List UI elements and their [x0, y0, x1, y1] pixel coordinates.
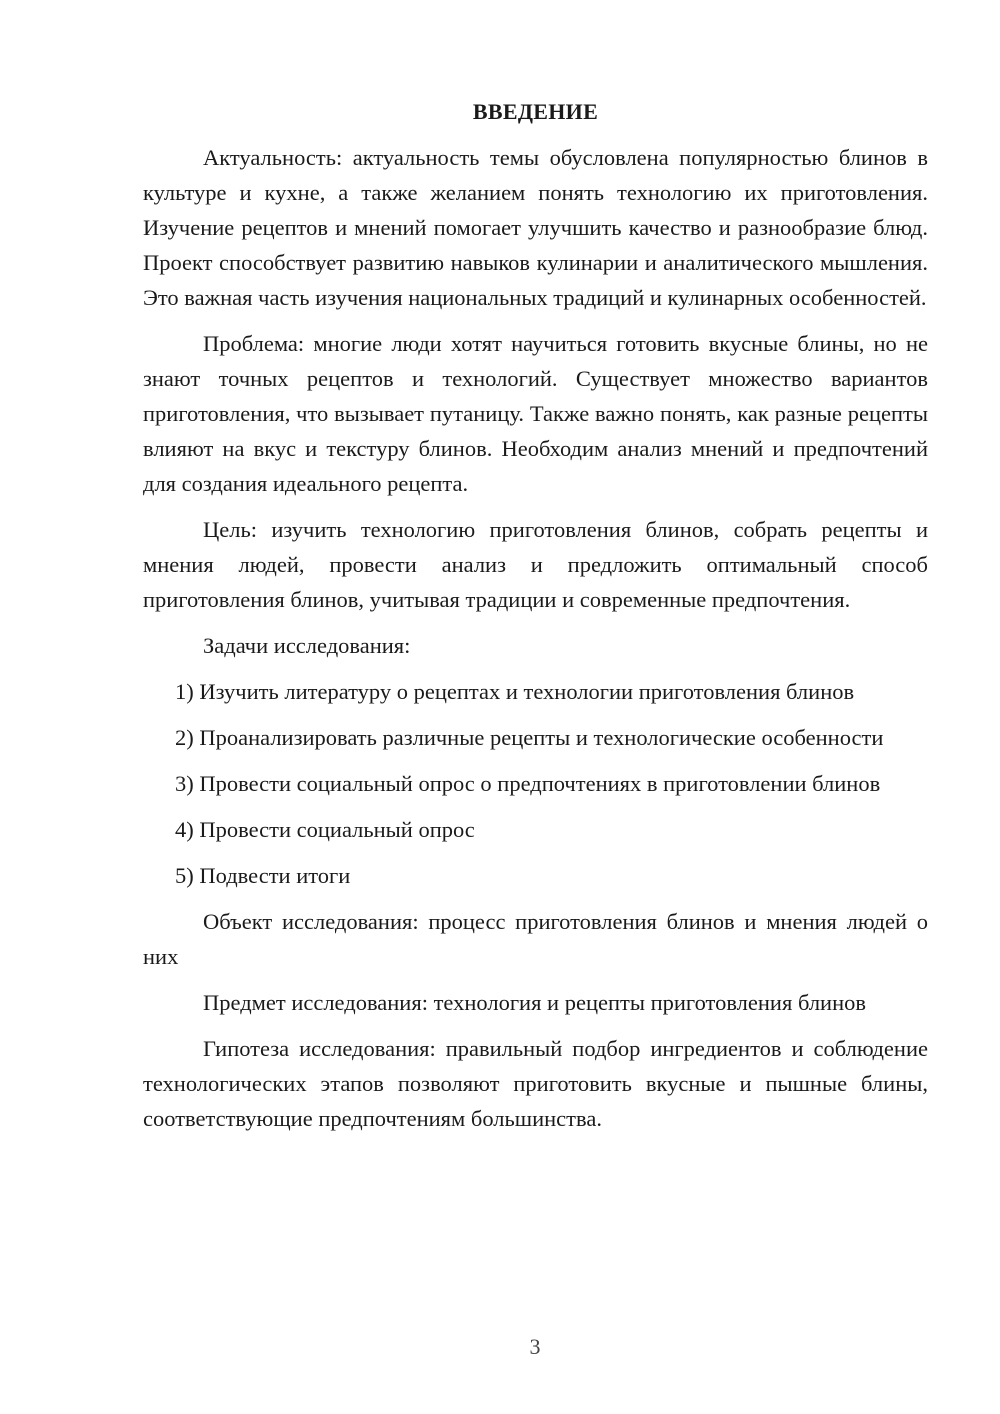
paragraph-relevance: Актуальность: актуальность темы обусловлена популярностью блинов в культуре и кухне, а также желанием понять технологию их приготовления. Изучение рецептов и мнений помогает улучшить качество и разнообразие блюд. Проект способствует развитию навыков кулинарии и аналитического мышления. Это важная часть изучения национальных традиций и кулинарных особенностей. — [143, 145, 928, 310]
paragraph-goal: Цель: изучить технологию приготовления блинов, собрать рецепты и мнения людей, провести анализ и предложить оптимальный способ приготовления блинов, учитывая традиции и современные предпочтения. — [143, 517, 928, 612]
paragraph-hypothesis: Гипотеза исследования: правильный подбор ингредиентов и соблюдение технологических этапов позволяют приготовить вкусные и пышные блины, соответствующие предпочтениям большинства. — [143, 1036, 928, 1131]
task-item: 4) Провести социальный опрос — [175, 817, 475, 842]
page-content — [143, 94, 928, 1147]
task-item: 1) Изучить литературу о рецептах и технологии приготовления блинов — [175, 679, 855, 704]
page-number: 3 — [529, 1334, 541, 1359]
task-item: 2) Проанализировать различные рецепты и технологические особенности — [175, 725, 884, 750]
task-item: 5) Подвести итоги — [175, 863, 351, 888]
paragraph-subject: Предмет исследования: технология и рецепты приготовления блинов — [203, 990, 867, 1015]
page-title: ВВЕДЕНИЕ — [472, 99, 599, 124]
paragraph-problem: Проблема: многие люди хотят научиться готовить вкусные блины, но не знают точных рецептов и технологий. Существует множество вариантов приготовления, что вызывает путаницу. Также важно понять, как разные рецепты влияют на вкус и текстуру блинов. Необходим анализ мнений и предпочтений для создания идеального рецепта. — [143, 331, 928, 496]
paragraph-object: Объект исследования: процесс приготовления блинов и мнения людей о них — [143, 909, 928, 969]
tasks-heading: Задачи исследования: — [203, 633, 411, 658]
task-item: 3) Провести социальный опрос о предпочтениях в приготовлении блинов — [175, 771, 881, 796]
